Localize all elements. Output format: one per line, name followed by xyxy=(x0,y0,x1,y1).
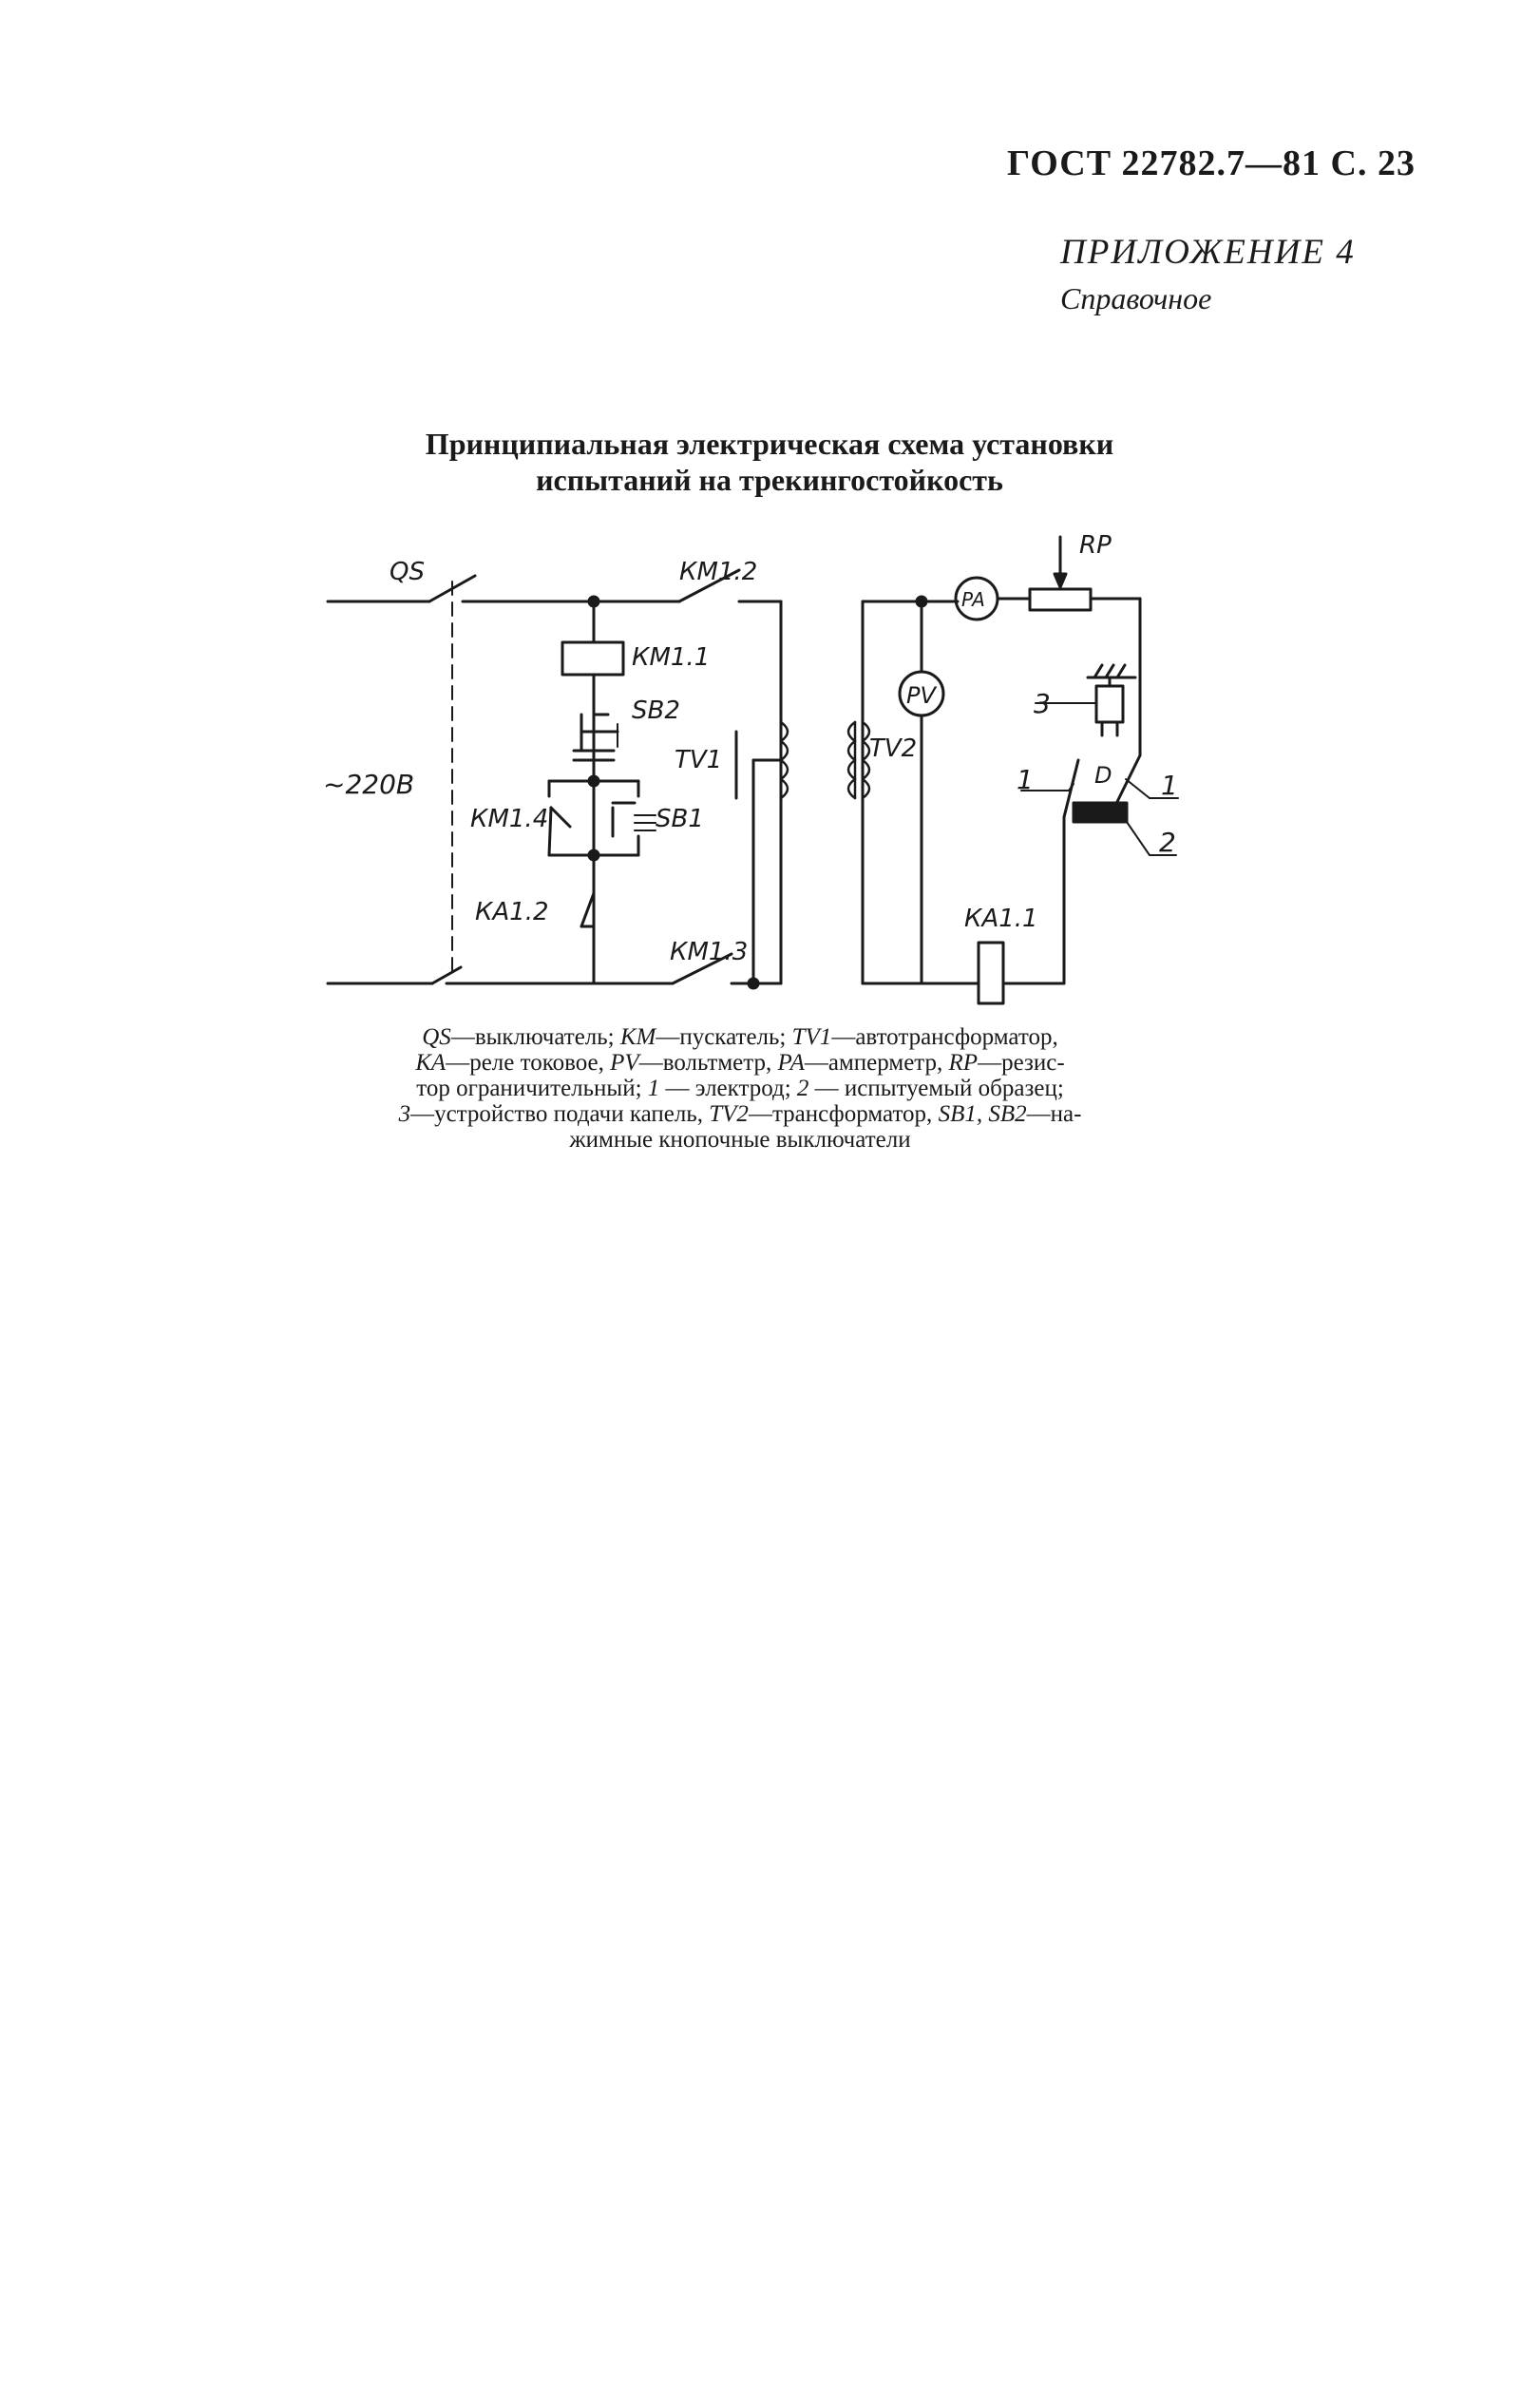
caption-code-sb: SB1, SB2 xyxy=(938,1101,1027,1127)
caption-text: —вольтметр, xyxy=(638,1050,772,1076)
caption-line-4 xyxy=(285,1101,1195,1127)
caption-text: —пускатель; xyxy=(656,1024,787,1050)
label-km12: КМ1.2 xyxy=(679,558,758,586)
caption-code-km: КМ xyxy=(619,1024,656,1050)
caption-line-2 xyxy=(285,1050,1195,1076)
caption-text: —трансформатор, xyxy=(748,1101,933,1127)
caption-text: —устройство подачи капель, xyxy=(410,1101,703,1127)
label-tv1: TV1 xyxy=(675,746,723,774)
transformers xyxy=(732,601,969,988)
label-drop-device: 3 xyxy=(1034,688,1051,719)
appendix-subtitle: Справочное xyxy=(1060,281,1212,315)
figure-title-line-2: испытаний на трекингостойкость xyxy=(536,463,1003,497)
label-ka11: КА1.1 xyxy=(964,905,1038,933)
caption-code-pv: PV xyxy=(610,1050,639,1076)
label-pa: PA xyxy=(961,588,985,611)
appendix-title: ПРИЛОЖЕНИЕ 4 xyxy=(1060,233,1356,272)
figure-title-line-1: Принципиальная электрическая схема установки xyxy=(425,427,1114,461)
caption-code-3: 3 xyxy=(398,1101,411,1127)
label-qs: QS xyxy=(390,558,425,586)
caption-line-5 xyxy=(285,1127,1195,1153)
label-sb2: SB2 xyxy=(632,696,680,725)
caption-code-1: 1 xyxy=(647,1076,660,1101)
measurement-circuit xyxy=(900,537,1178,1003)
label-km13: КМ1.3 xyxy=(670,938,749,966)
caption-text: —выключатель; xyxy=(450,1024,615,1050)
caption-text: тор ограничительный; xyxy=(416,1076,642,1101)
label-voltage: ~220В xyxy=(323,769,415,800)
circuit-schematic xyxy=(0,0,1540,1045)
caption-code-rp: RP xyxy=(948,1050,979,1076)
caption-text: жимные кнопочные выключатели xyxy=(569,1127,911,1153)
label-ka12: КА1.2 xyxy=(475,898,549,926)
label-sb1: SB1 xyxy=(656,805,704,833)
caption-text: — электрод; xyxy=(665,1076,791,1101)
control-branch xyxy=(589,570,739,983)
caption-code-qs: QS xyxy=(422,1024,451,1050)
caption-text: —реле токовое, xyxy=(446,1050,604,1076)
caption-text: — испытуемый образец; xyxy=(814,1076,1064,1101)
caption-text: —амперметр, xyxy=(804,1050,943,1076)
figure-caption xyxy=(285,1024,1195,1153)
label-pv: PV xyxy=(906,682,936,709)
caption-line-3 xyxy=(285,1076,1195,1101)
label-electrode-right: 1 xyxy=(1161,770,1178,801)
label-km11: КМ1.1 xyxy=(632,643,711,672)
caption-text: —резис- xyxy=(978,1050,1065,1076)
label-rp: RP xyxy=(1079,531,1112,560)
caption-text: —автотрансформатор, xyxy=(831,1024,1058,1050)
caption-code-tv1: TV1 xyxy=(791,1024,832,1050)
standard-reference: ГОСТ 22782.7—81 С. 23 xyxy=(1007,143,1416,183)
label-tv2: TV2 xyxy=(869,734,918,763)
label-sample: 2 xyxy=(1159,827,1176,858)
caption-line-1 xyxy=(285,1024,1195,1050)
caption-code-2: 2 xyxy=(796,1076,809,1101)
label-electrode-left: 1 xyxy=(1017,764,1034,795)
caption-code-ka: КА xyxy=(415,1050,447,1076)
caption-code-pa: РА xyxy=(777,1050,805,1076)
label-d: D xyxy=(1094,762,1112,789)
caption-code-tv2: TV2 xyxy=(709,1101,749,1127)
caption-text: —на- xyxy=(1026,1101,1082,1127)
label-km14: КМ1.4 xyxy=(470,805,549,833)
